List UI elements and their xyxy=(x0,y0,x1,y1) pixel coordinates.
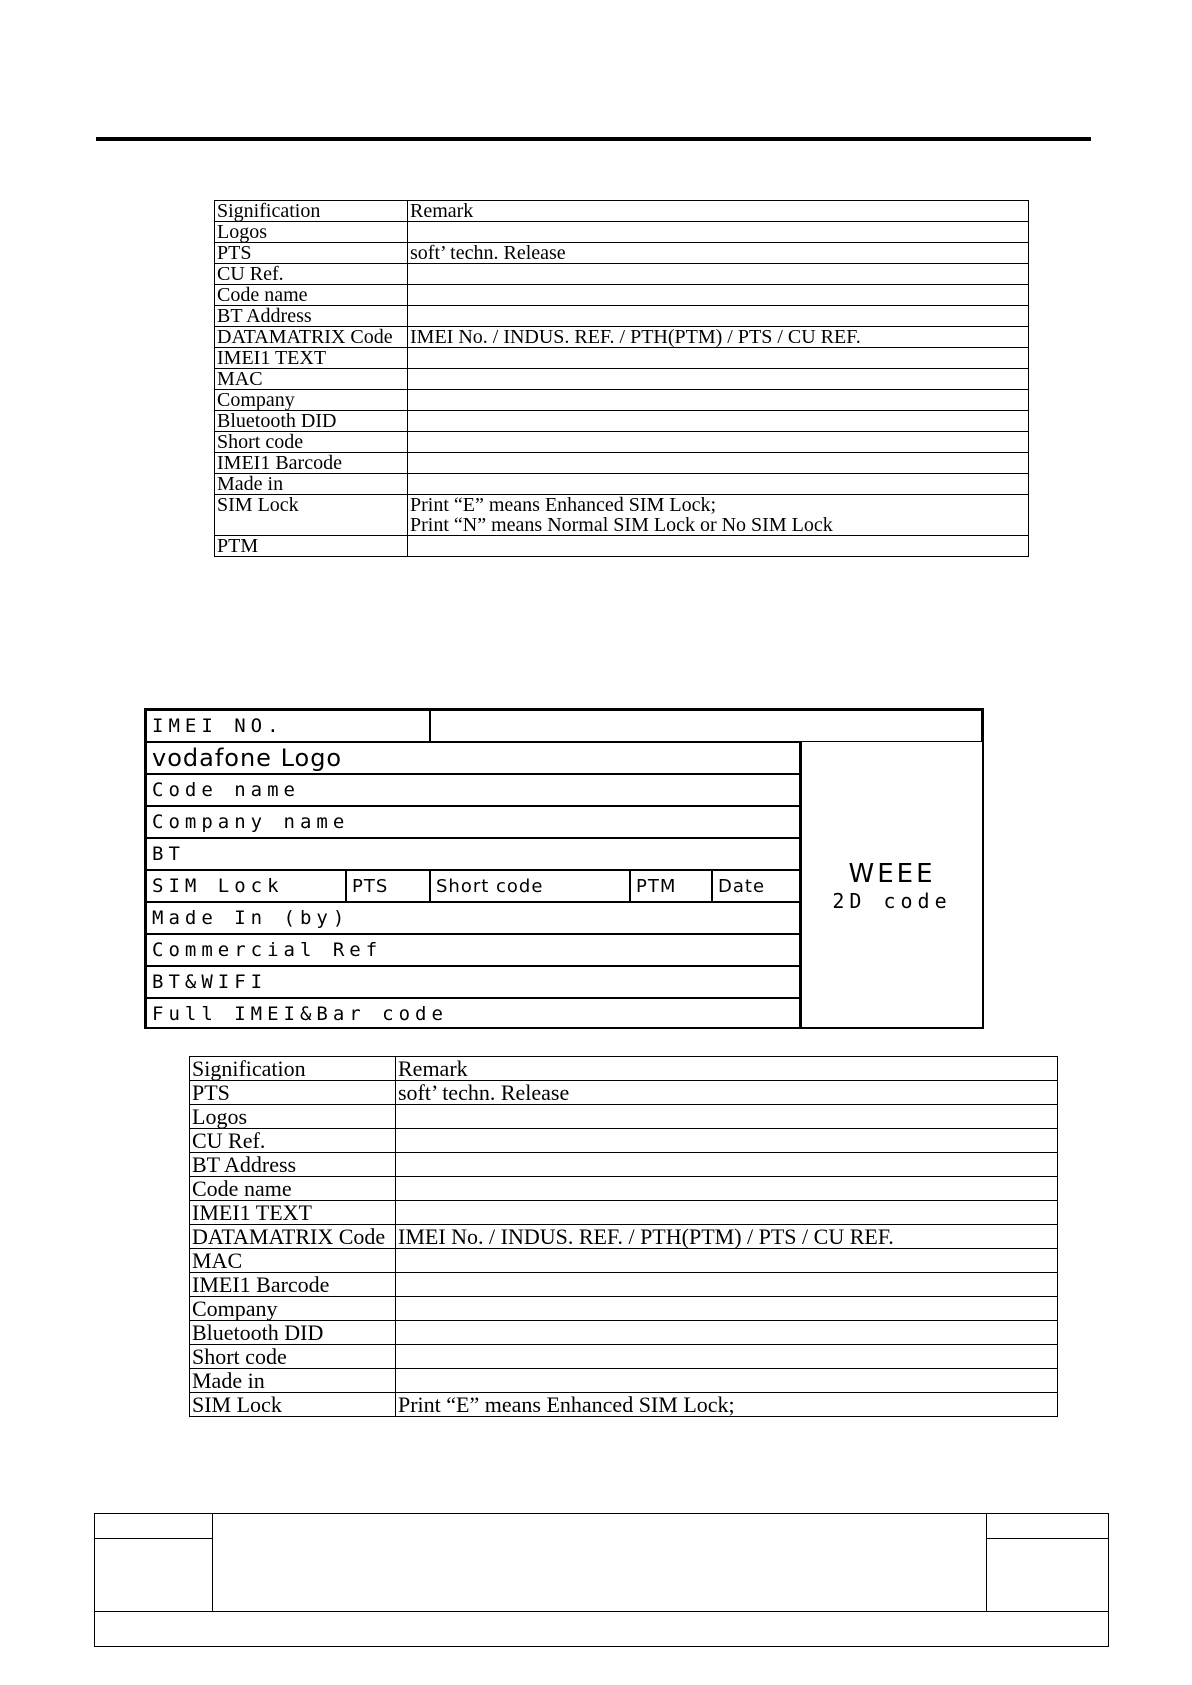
footer-divider xyxy=(212,1514,213,1612)
signification-cell: MAC xyxy=(215,369,408,390)
remark-cell xyxy=(408,264,1029,285)
signification-table-1 xyxy=(214,200,1029,557)
remark-cell xyxy=(396,1129,1058,1153)
label-commercial-ref: Commercial Ref xyxy=(146,934,800,966)
label-layout xyxy=(144,708,984,1029)
table-row xyxy=(215,306,1029,327)
remark-cell xyxy=(396,1249,1058,1273)
signification-cell: Code name xyxy=(190,1177,396,1201)
label-company-name: Company name xyxy=(146,806,800,838)
table-row xyxy=(190,1273,1058,1297)
label-bt-wifi: BT&WIFI xyxy=(146,966,800,998)
remark-cell xyxy=(408,306,1029,327)
table-row xyxy=(215,453,1029,474)
signification-cell: Logos xyxy=(215,222,408,243)
table-row xyxy=(190,1153,1058,1177)
remark-cell xyxy=(408,390,1029,411)
table-row xyxy=(215,243,1029,264)
remark-cell xyxy=(396,1345,1058,1369)
footer-divider xyxy=(986,1514,987,1612)
signification-cell: SIM Lock xyxy=(190,1393,396,1417)
header-rule xyxy=(96,137,1091,141)
label-2d-code: 2D code xyxy=(832,888,952,913)
remark-cell xyxy=(396,1273,1058,1297)
label-full-imei: Full IMEI&Bar code xyxy=(146,998,800,1029)
label-vodafone-logo: vodafone Logo xyxy=(146,742,800,774)
signification-cell: BT Address xyxy=(190,1153,396,1177)
remark-cell xyxy=(396,1321,1058,1345)
remark-cell xyxy=(408,536,1029,557)
signification-cell: BT Address xyxy=(215,306,408,327)
label-made-in: Made In (by) xyxy=(146,902,800,934)
signification-cell: Signification xyxy=(190,1057,396,1081)
remark-cell: soft’ techn. Release xyxy=(396,1081,1058,1105)
signification-cell: PTS xyxy=(190,1081,396,1105)
table-row xyxy=(215,264,1029,285)
table-row xyxy=(215,536,1029,557)
table-row xyxy=(215,495,1029,536)
table-row xyxy=(215,474,1029,495)
signification-cell: Company xyxy=(215,390,408,411)
signification-cell: Made in xyxy=(215,474,408,495)
remark-cell: Remark xyxy=(408,201,1029,222)
signification-cell: Company xyxy=(190,1297,396,1321)
remark-cell: Print “E” means Enhanced SIM Lock; xyxy=(396,1393,1058,1417)
table-row xyxy=(190,1393,1058,1417)
remark-cell: Remark xyxy=(396,1057,1058,1081)
remark-cell xyxy=(408,348,1029,369)
signification-cell: CU Ref. xyxy=(215,264,408,285)
table-row xyxy=(190,1321,1058,1345)
remark-cell xyxy=(396,1177,1058,1201)
remark-cell xyxy=(396,1105,1058,1129)
footer-box xyxy=(94,1513,1109,1647)
remark-cell xyxy=(408,474,1029,495)
table-row xyxy=(190,1177,1058,1201)
label-code-name: Code name xyxy=(146,774,800,806)
signification-cell: Logos xyxy=(190,1105,396,1129)
table-row xyxy=(215,285,1029,306)
signification-cell: DATAMATRIX Code xyxy=(190,1225,396,1249)
signification-cell: SIM Lock xyxy=(215,495,408,536)
footer-divider xyxy=(986,1538,1108,1539)
footer-divider xyxy=(95,1611,1108,1612)
label-date: Date xyxy=(712,870,800,902)
remark-cell xyxy=(396,1369,1058,1393)
remark-cell xyxy=(408,453,1029,474)
signification-cell: Made in xyxy=(190,1369,396,1393)
label-ptm: PTM xyxy=(630,870,712,902)
label-bt: BT xyxy=(146,838,800,870)
table-row xyxy=(215,222,1029,243)
table-row xyxy=(190,1345,1058,1369)
remark-cell: Print “E” means Enhanced SIM Lock; Print “N” means Normal SIM Lock or No SIM Lock xyxy=(408,495,1029,536)
remark-cell xyxy=(396,1297,1058,1321)
remark-cell xyxy=(408,432,1029,453)
remark-cell: IMEI No. / INDUS. REF. / PTH(PTM) / PTS / CU REF. xyxy=(396,1225,1058,1249)
signification-cell: PTS xyxy=(215,243,408,264)
table-row xyxy=(190,1105,1058,1129)
footer-divider xyxy=(95,1538,212,1539)
remark-cell xyxy=(408,222,1029,243)
signification-cell: PTM xyxy=(215,536,408,557)
table-row xyxy=(215,390,1029,411)
table-row xyxy=(190,1225,1058,1249)
table-row xyxy=(190,1297,1058,1321)
signification-cell: Bluetooth DID xyxy=(215,411,408,432)
table-header-row xyxy=(215,201,1029,222)
signification-cell: Short code xyxy=(215,432,408,453)
table-row xyxy=(215,411,1029,432)
signification-table-2 xyxy=(189,1056,1058,1417)
signification-cell: IMEI1 Barcode xyxy=(215,453,408,474)
remark-cell: IMEI No. / INDUS. REF. / PTH(PTM) / PTS / CU REF. xyxy=(408,327,1029,348)
signification-cell: Bluetooth DID xyxy=(190,1321,396,1345)
label-pts: PTS xyxy=(346,870,430,902)
signification-cell: IMEI1 TEXT xyxy=(215,348,408,369)
table-row xyxy=(215,327,1029,348)
label-short-code: Short code xyxy=(430,870,630,902)
remark-cell xyxy=(408,411,1029,432)
signification-cell: Signification xyxy=(215,201,408,222)
label-weee: WEEE xyxy=(848,858,936,889)
label-imei-no: IMEI NO. xyxy=(146,710,430,742)
table-row xyxy=(190,1369,1058,1393)
label-imei-value xyxy=(430,710,982,742)
remark-cell xyxy=(408,369,1029,390)
signification-cell: CU Ref. xyxy=(190,1129,396,1153)
table-row xyxy=(190,1081,1058,1105)
table-row xyxy=(190,1249,1058,1273)
table-row xyxy=(215,369,1029,390)
signification-cell: IMEI1 Barcode xyxy=(190,1273,396,1297)
table-row xyxy=(215,432,1029,453)
table-row xyxy=(190,1201,1058,1225)
remark-cell xyxy=(408,285,1029,306)
label-weee-box xyxy=(800,742,982,1029)
remark-cell xyxy=(396,1201,1058,1225)
remark-cell: soft’ techn. Release xyxy=(408,243,1029,264)
table-row xyxy=(215,348,1029,369)
label-sim-lock: SIM Lock xyxy=(146,870,346,902)
remark-cell xyxy=(396,1153,1058,1177)
table-header-row xyxy=(190,1057,1058,1081)
signification-cell: MAC xyxy=(190,1249,396,1273)
signification-cell: Code name xyxy=(215,285,408,306)
signification-cell: DATAMATRIX Code xyxy=(215,327,408,348)
signification-cell: Short code xyxy=(190,1345,396,1369)
table-row xyxy=(190,1129,1058,1153)
signification-cell: IMEI1 TEXT xyxy=(190,1201,396,1225)
